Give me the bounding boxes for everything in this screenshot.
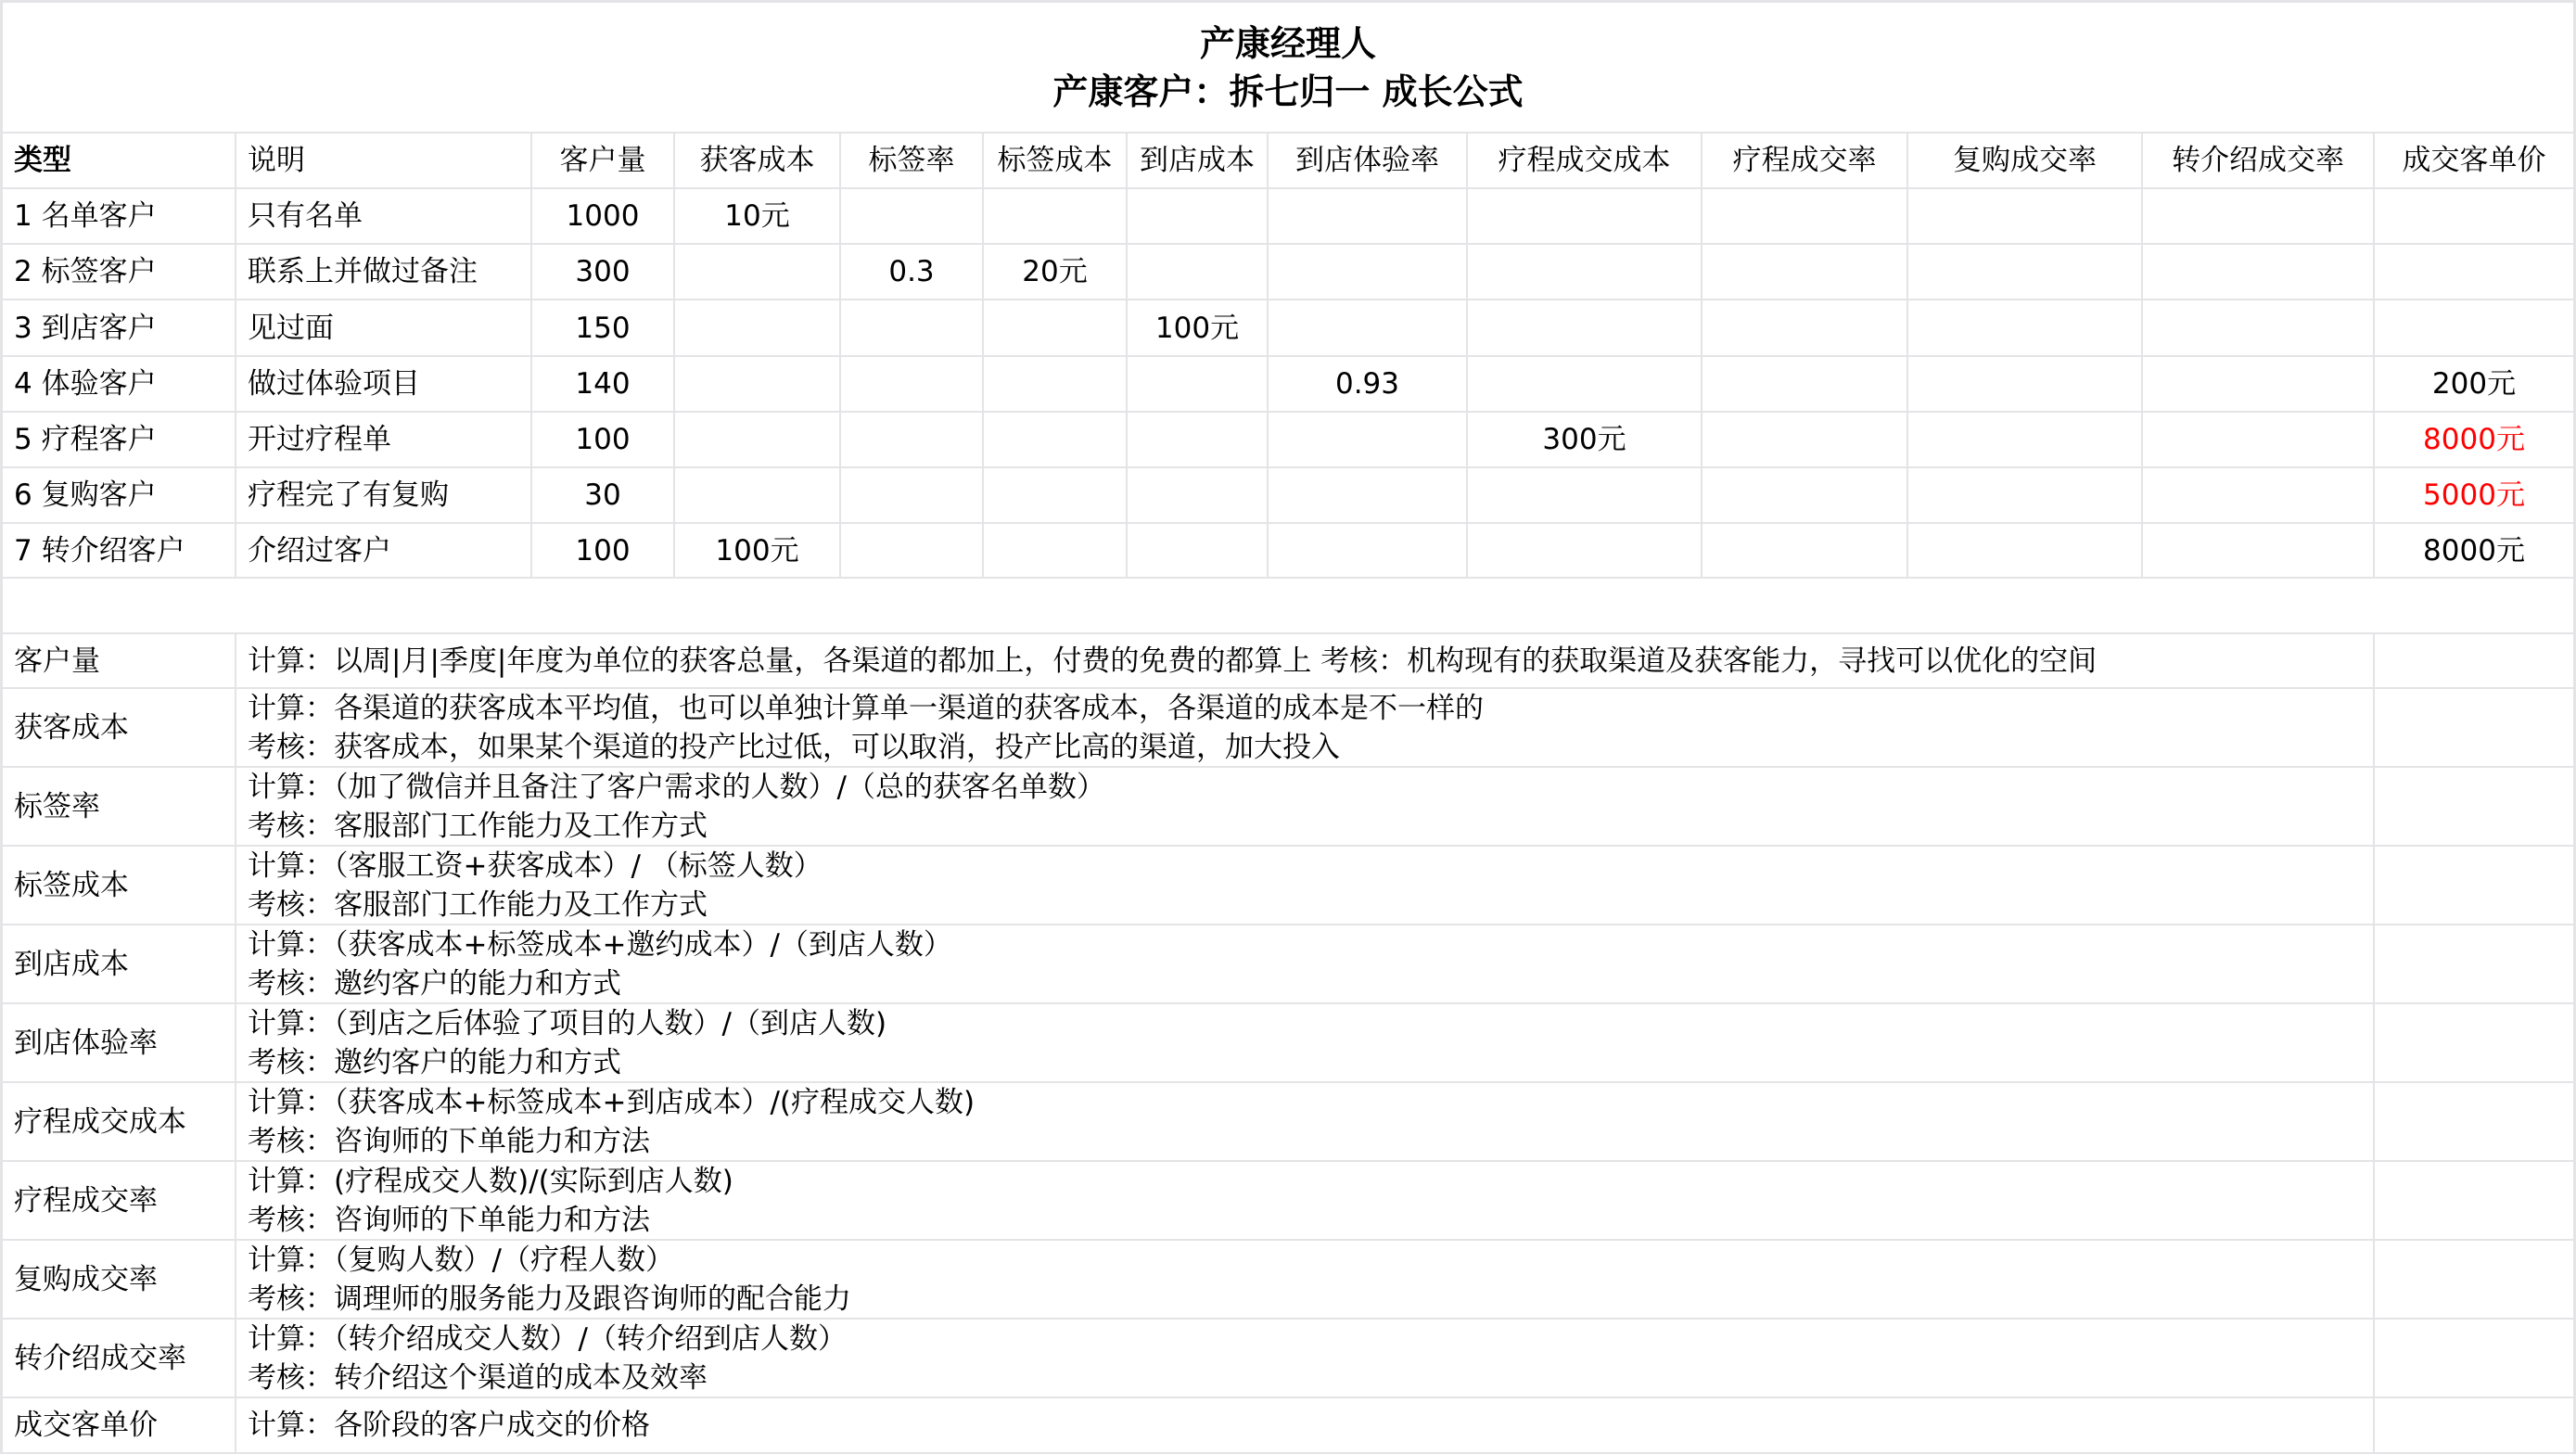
- table-cell[interactable]: [236, 413, 530, 466]
- cell-value: 1000: [566, 199, 640, 233]
- table-cell[interactable]: [1908, 300, 2141, 355]
- empty-cell[interactable]: [2375, 1083, 2573, 1160]
- column-header: 复购成交率: [1953, 144, 2097, 177]
- cell-value: 8000元: [2423, 533, 2525, 568]
- cell-value: 10元: [724, 199, 790, 233]
- table-cell[interactable]: [532, 245, 673, 299]
- definition-term[interactable]: [3, 1241, 235, 1318]
- table-cell[interactable]: [984, 189, 1126, 243]
- table-cell[interactable]: [1702, 245, 1906, 299]
- definition-text[interactable]: [236, 634, 2373, 687]
- cell-value: 联系上并做过备注: [248, 255, 478, 288]
- table-cell[interactable]: [236, 524, 530, 577]
- empty-cell[interactable]: [2375, 1241, 2573, 1318]
- header-cell[interactable]: [1128, 134, 1267, 187]
- table-cell[interactable]: [2375, 413, 2573, 466]
- definition-text[interactable]: [236, 1241, 2373, 1318]
- table-cell[interactable]: [532, 357, 673, 411]
- calc-line: 计算：（加了微信并且备注了客户需求的人数）/（总的获客名单数）: [248, 770, 1105, 804]
- table-cell[interactable]: [236, 245, 530, 299]
- table-cell[interactable]: [532, 189, 673, 243]
- header-cell[interactable]: [1269, 134, 1466, 187]
- table-cell[interactable]: [3, 524, 235, 577]
- cell-value: 5 疗程客户: [14, 423, 157, 456]
- definition-term[interactable]: [3, 1083, 235, 1160]
- table-cell[interactable]: [841, 468, 982, 522]
- calc-line: 计算：（复购人数）/（疗程人数）: [248, 1243, 674, 1277]
- column-header: 成交客单价: [2402, 144, 2546, 177]
- header-cell[interactable]: [2143, 134, 2373, 187]
- definition-term[interactable]: [3, 1320, 235, 1397]
- column-header: 标签率: [868, 144, 955, 177]
- calc-line: 计算：以周|月|季度|年度为单位的获客总量，各渠道的都加上，付费的免费的都算上 考核：机构现有的获取渠道及获客能力，寻找可以优化的空间: [248, 644, 2098, 678]
- term-label: 转介绍成交率: [14, 1341, 186, 1375]
- assess-line: 考核：客服部门工作能力及工作方式: [248, 809, 708, 843]
- cell-value: 只有名单: [248, 199, 363, 233]
- table-cell[interactable]: [675, 189, 839, 243]
- table-cell[interactable]: [984, 468, 1126, 522]
- calc-line: 计算：（获客成本+标签成本+到店成本）/(疗程成交人数): [248, 1085, 976, 1119]
- table-cell[interactable]: [2143, 524, 2373, 577]
- table-cell[interactable]: [984, 245, 1126, 299]
- table-cell[interactable]: [532, 524, 673, 577]
- empty-cell[interactable]: [2375, 634, 2573, 687]
- definition-text[interactable]: [236, 1083, 2373, 1160]
- table-cell[interactable]: [675, 413, 839, 466]
- calc-line: 计算：（转介绍成交人数）/（转介绍到店人数）: [248, 1321, 847, 1356]
- cell-value: 300元: [1542, 423, 1626, 456]
- definition-term[interactable]: [3, 847, 235, 924]
- table-cell[interactable]: [1269, 468, 1466, 522]
- cell-value: 0.93: [1334, 367, 1400, 401]
- table-cell[interactable]: [841, 357, 982, 411]
- assess-line: 考核：咨询师的下单能力和方法: [248, 1203, 650, 1237]
- table-cell[interactable]: [1908, 524, 2141, 577]
- definition-text[interactable]: [236, 1320, 2373, 1397]
- empty-cell[interactable]: [2375, 1162, 2573, 1239]
- column-header: 说明: [248, 144, 305, 177]
- table-cell[interactable]: [984, 524, 1126, 577]
- definition-text[interactable]: [236, 768, 2373, 845]
- table-cell[interactable]: [532, 468, 673, 522]
- table-cell[interactable]: [2143, 189, 2373, 243]
- term-label: 到店体验率: [14, 1026, 158, 1060]
- cell-value: 4 体验客户: [14, 367, 157, 401]
- definition-text[interactable]: [236, 1162, 2373, 1239]
- title-cell[interactable]: [3, 3, 2573, 132]
- cell-value: 做过体验项目: [248, 367, 420, 401]
- table-cell[interactable]: [1468, 468, 1701, 522]
- table-cell[interactable]: [1269, 189, 1466, 243]
- table-cell[interactable]: [1269, 524, 1466, 577]
- column-header: 获客成本: [699, 144, 815, 177]
- table-cell[interactable]: [1908, 245, 2141, 299]
- table-cell[interactable]: [3, 468, 235, 522]
- header-cell[interactable]: [532, 134, 673, 187]
- header-cell[interactable]: [1908, 134, 2141, 187]
- table-cell[interactable]: [3, 413, 235, 466]
- table-cell[interactable]: [2375, 357, 2573, 411]
- cell-value: 100元: [715, 533, 799, 568]
- cell-value: 100: [575, 423, 631, 456]
- cell-value: 3 到店客户: [14, 311, 157, 345]
- table-cell[interactable]: [236, 189, 530, 243]
- table-cell[interactable]: [1468, 524, 1701, 577]
- cell-value: 6 复购客户: [14, 478, 157, 512]
- cell-value: 200元: [2431, 367, 2517, 401]
- cell-value: 开过疗程单: [248, 423, 391, 456]
- table-cell[interactable]: [532, 413, 673, 466]
- empty-cell[interactable]: [2375, 1320, 2573, 1397]
- term-label: 标签成本: [14, 868, 129, 902]
- calc-line: 计算：各阶段的客户成交的价格: [248, 1409, 650, 1442]
- table-cell[interactable]: [1908, 468, 2141, 522]
- term-label: 获客成本: [14, 710, 129, 745]
- calc-line: 计算：（客服工资+获客成本）/ （标签人数）: [248, 848, 823, 883]
- table-cell[interactable]: [675, 468, 839, 522]
- table-cell[interactable]: [2143, 468, 2373, 522]
- term-label: 疗程成交率: [14, 1183, 158, 1218]
- definition-term[interactable]: [3, 1004, 235, 1081]
- table-cell[interactable]: [1128, 524, 1267, 577]
- table-cell[interactable]: [675, 300, 839, 355]
- table-cell[interactable]: [1702, 189, 1906, 243]
- table-cell[interactable]: [1702, 300, 1906, 355]
- table-cell[interactable]: [1269, 300, 1466, 355]
- table-cell[interactable]: [236, 300, 530, 355]
- table-cell[interactable]: [1128, 189, 1267, 243]
- definition-text[interactable]: [236, 1004, 2373, 1081]
- column-header: 疗程成交率: [1732, 144, 1877, 177]
- table-cell[interactable]: [236, 468, 530, 522]
- page-title: 产康经理人: [1199, 22, 1376, 64]
- definition-text[interactable]: [236, 925, 2373, 1002]
- column-header: 到店成本: [1140, 144, 1255, 177]
- definition-text[interactable]: [236, 689, 2373, 766]
- calc-line: 计算：(疗程成交人数)/(实际到店人数): [248, 1164, 733, 1198]
- table-cell[interactable]: [841, 300, 982, 355]
- definition-text[interactable]: [236, 1398, 2373, 1452]
- cell-value: 1 名单客户: [14, 199, 157, 233]
- table-cell[interactable]: [1128, 468, 1267, 522]
- cell-value: 140: [575, 367, 631, 401]
- empty-cell[interactable]: [2375, 1004, 2573, 1081]
- table-cell[interactable]: [1128, 357, 1267, 411]
- assess-line: 考核：咨询师的下单能力和方法: [248, 1124, 650, 1158]
- cell-value: 7 转介绍客户: [14, 533, 185, 568]
- table-cell[interactable]: [841, 189, 982, 243]
- term-label: 到店成本: [14, 947, 129, 981]
- table-cell[interactable]: [1269, 413, 1466, 466]
- table-cell[interactable]: [1468, 245, 1701, 299]
- table-cell[interactable]: [1468, 300, 1701, 355]
- table-cell[interactable]: [984, 357, 1126, 411]
- column-header: 转介绍成交率: [2172, 144, 2344, 177]
- cell-value: 2 标签客户: [14, 255, 157, 288]
- table-cell[interactable]: [1702, 413, 1906, 466]
- term-label: 成交客单价: [14, 1409, 158, 1442]
- term-label: 客户量: [14, 644, 100, 678]
- table-cell[interactable]: [2143, 357, 2373, 411]
- table-cell[interactable]: [841, 524, 982, 577]
- column-header: 疗程成交成本: [1498, 144, 1671, 177]
- table-cell[interactable]: [1128, 413, 1267, 466]
- empty-cell[interactable]: [2375, 689, 2573, 766]
- table-cell[interactable]: [984, 413, 1126, 466]
- definition-term[interactable]: [3, 1398, 235, 1452]
- table-cell[interactable]: [3, 189, 235, 243]
- definition-term[interactable]: [3, 925, 235, 1002]
- table-cell[interactable]: [2375, 468, 2573, 522]
- table-cell[interactable]: [3, 357, 235, 411]
- table-cell[interactable]: [2375, 189, 2573, 243]
- table-cell[interactable]: [984, 300, 1126, 355]
- table-cell[interactable]: [1908, 357, 2141, 411]
- table-cell[interactable]: [2375, 300, 2573, 355]
- assess-line: 考核：调理师的服务能力及跟咨询师的配合能力: [248, 1282, 851, 1316]
- table-cell[interactable]: [841, 245, 982, 299]
- assess-line: 考核：获客成本，如果某个渠道的投产比过低，可以取消，投产比高的渠道，加大投入: [248, 730, 1340, 764]
- table-cell[interactable]: [2143, 413, 2373, 466]
- table-cell[interactable]: [1128, 300, 1267, 355]
- table-cell[interactable]: [1468, 357, 1701, 411]
- table-cell[interactable]: [3, 300, 235, 355]
- calc-line: 计算：各渠道的获客成本平均值，也可以单独计算单一渠道的获客成本，各渠道的成本是不一样的: [248, 691, 1484, 725]
- header-cell[interactable]: [984, 134, 1126, 187]
- table-cell[interactable]: [1128, 245, 1267, 299]
- term-label: 复购成交率: [14, 1262, 158, 1296]
- table-cell[interactable]: [675, 524, 839, 577]
- cell-value: 300: [575, 255, 631, 288]
- assess-line: 考核：客服部门工作能力及工作方式: [248, 887, 708, 922]
- cell-value: 100元: [1154, 311, 1240, 345]
- table-cell[interactable]: [1702, 468, 1906, 522]
- cell-value: 见过面: [248, 311, 334, 345]
- table-cell[interactable]: [1702, 524, 1906, 577]
- calc-line: 计算：（获客成本+标签成本+邀约成本）/（到店人数）: [248, 927, 952, 962]
- table-cell[interactable]: [2143, 300, 2373, 355]
- definition-term[interactable]: [3, 634, 235, 687]
- definition-term[interactable]: [3, 689, 235, 766]
- table-cell[interactable]: [2143, 245, 2373, 299]
- page-subtitle: 产康客户：拆七归一 成长公式: [1052, 70, 1524, 112]
- table-cell[interactable]: [3, 245, 235, 299]
- table-cell[interactable]: [1269, 357, 1466, 411]
- definition-text[interactable]: [236, 847, 2373, 924]
- header-cell[interactable]: [236, 134, 530, 187]
- cell-value: 30: [584, 478, 621, 512]
- cell-value: 150: [575, 311, 631, 345]
- header-cell[interactable]: [1702, 134, 1906, 187]
- empty-cell[interactable]: [2375, 768, 2573, 845]
- empty-cell[interactable]: [2375, 847, 2573, 924]
- table-cell[interactable]: [2375, 524, 2573, 577]
- column-header: 到店体验率: [1295, 144, 1439, 177]
- header-cell[interactable]: [3, 134, 235, 187]
- table-cell[interactable]: [1908, 189, 2141, 243]
- header-cell[interactable]: [2375, 134, 2573, 187]
- table-cell[interactable]: [1468, 189, 1701, 243]
- table-cell[interactable]: [675, 357, 839, 411]
- cell-value: 8000元: [2423, 423, 2525, 456]
- header-cell[interactable]: [841, 134, 982, 187]
- empty-cell[interactable]: [2375, 925, 2573, 1002]
- assess-line: 考核：转介绍这个渠道的成本及效率: [248, 1360, 708, 1395]
- definition-term[interactable]: [3, 768, 235, 845]
- cell-value: 20元: [1022, 255, 1088, 288]
- header-cell[interactable]: [675, 134, 839, 187]
- assess-line: 考核：邀约客户的能力和方式: [248, 1045, 621, 1079]
- cell-value: 5000元: [2423, 478, 2525, 512]
- empty-cell[interactable]: [2375, 1398, 2573, 1452]
- cell-value: 介绍过客户: [248, 533, 391, 568]
- table-cell[interactable]: [1468, 413, 1701, 466]
- term-label: 疗程成交成本: [14, 1104, 186, 1139]
- column-header: 客户量: [559, 144, 646, 177]
- cell-value: 疗程完了有复购: [248, 478, 449, 512]
- table-cell[interactable]: [675, 245, 839, 299]
- column-header: 标签成本: [997, 144, 1113, 177]
- table-cell[interactable]: [236, 357, 530, 411]
- table-cell[interactable]: [1702, 357, 1906, 411]
- spacer-row[interactable]: [3, 579, 2573, 632]
- column-header: 类型: [14, 144, 71, 177]
- definition-term[interactable]: [3, 1162, 235, 1239]
- term-label: 标签率: [14, 789, 100, 823]
- table-cell[interactable]: [1908, 413, 2141, 466]
- table-cell[interactable]: [841, 413, 982, 466]
- table-cell[interactable]: [1269, 245, 1466, 299]
- table-cell[interactable]: [2375, 245, 2573, 299]
- assess-line: 考核：邀约客户的能力和方式: [248, 966, 621, 1001]
- cell-value: 0.3: [888, 255, 935, 288]
- table-cell[interactable]: [532, 300, 673, 355]
- calc-line: 计算：（到店之后体验了项目的人数）/（到店人数): [248, 1006, 887, 1040]
- cell-value: 100: [575, 533, 631, 568]
- header-cell[interactable]: [1468, 134, 1701, 187]
